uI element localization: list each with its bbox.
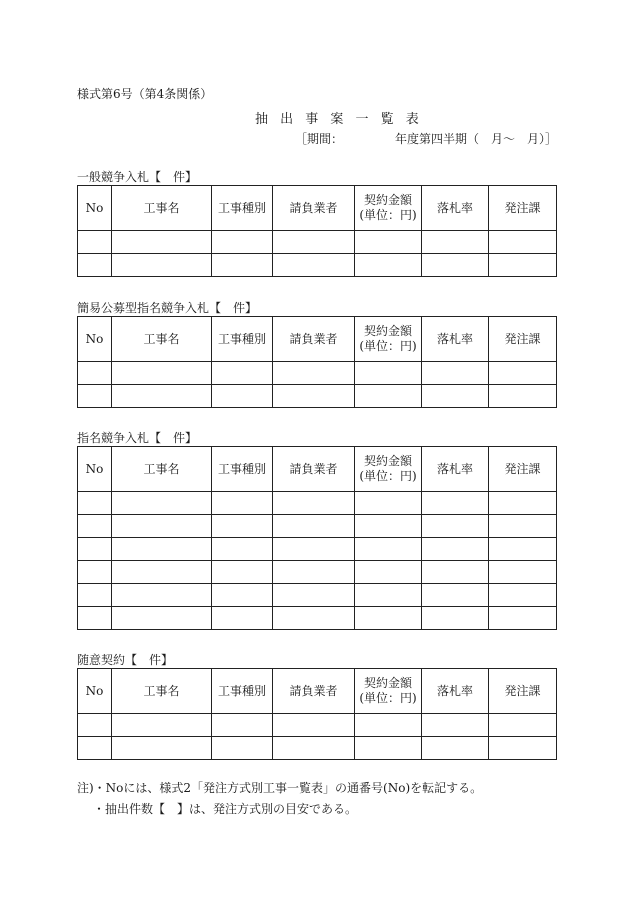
table-row xyxy=(78,538,557,561)
table-row xyxy=(78,561,557,584)
col-header-ordering-dept: 発注課 xyxy=(489,669,557,714)
table-row xyxy=(78,737,557,760)
col-header-project-name: 工事名 xyxy=(112,186,212,231)
table-row xyxy=(78,231,557,254)
contract-amount-unit: (単位：円) xyxy=(359,469,417,483)
col-header-ordering-dept: 発注課 xyxy=(489,186,557,231)
contract-amount-unit: (単位：円) xyxy=(359,339,417,353)
col-header-project-type: 工事種別 xyxy=(212,186,273,231)
table-row xyxy=(78,714,557,737)
period-suffix: 年度第四半期（ 月～ 月）］ xyxy=(395,132,558,146)
col-header-project-name: 工事名 xyxy=(112,317,212,362)
col-header-ordering-dept: 発注課 xyxy=(489,447,557,492)
col-header-project-name: 工事名 xyxy=(112,669,212,714)
col-header-bid-rate: 落札率 xyxy=(422,317,489,362)
col-header-contract-amount xyxy=(355,447,422,492)
contract-amount-label: 契約金額 xyxy=(363,454,412,468)
contract-amount-label: 契約金額 xyxy=(363,676,412,690)
col-header-contractor: 請負業者 xyxy=(273,186,355,231)
section-label-designated-competitive: 指名競争入札【 件】 xyxy=(77,431,198,445)
col-header-contract-amount xyxy=(355,317,422,362)
table-general-competitive xyxy=(77,185,557,277)
period-line xyxy=(295,130,557,147)
col-header-no: No xyxy=(78,447,112,492)
contract-amount-unit: (単位：円) xyxy=(359,691,417,705)
table-designated-competitive xyxy=(77,446,557,630)
col-header-contractor: 請負業者 xyxy=(273,317,355,362)
table-row xyxy=(78,362,557,385)
footnote-line-1: 注)・Noには、様式2「発注方式別工事一覧表」の通番号(No)を転記する。 xyxy=(77,781,483,795)
table-row xyxy=(78,254,557,277)
col-header-no: No xyxy=(78,317,112,362)
col-header-bid-rate: 落札率 xyxy=(422,447,489,492)
table-simple-public-designated xyxy=(77,316,557,408)
col-header-ordering-dept: 発注課 xyxy=(489,317,557,362)
table-row xyxy=(78,515,557,538)
col-header-no: No xyxy=(78,669,112,714)
period-prefix: ［期間： xyxy=(295,132,344,146)
col-header-contractor: 請負業者 xyxy=(273,447,355,492)
table-row xyxy=(78,584,557,607)
section-label-negotiated-contract: 随意契約【 件】 xyxy=(77,653,174,667)
footnote-line-2: ・抽出件数【 】は、発注方式別の目安である。 xyxy=(93,802,358,816)
col-header-bid-rate: 落札率 xyxy=(422,669,489,714)
col-header-project-name: 工事名 xyxy=(112,447,212,492)
table-header-row xyxy=(78,186,557,231)
document-title: 抽 出 事 案 一 覧 表 xyxy=(255,112,421,127)
col-header-no: No xyxy=(78,186,112,231)
col-header-project-type: 工事種別 xyxy=(212,447,273,492)
col-header-contract-amount xyxy=(355,186,422,231)
col-header-bid-rate: 落札率 xyxy=(422,186,489,231)
contract-amount-label: 契約金額 xyxy=(363,324,412,338)
table-header-row xyxy=(78,669,557,714)
table-row xyxy=(78,492,557,515)
form-number-label: 様式第6号（第4条関係） xyxy=(77,87,213,101)
section-label-simple-public-designated: 簡易公募型指名競争入札【 件】 xyxy=(77,301,258,315)
table-header-row xyxy=(78,447,557,492)
col-header-project-type: 工事種別 xyxy=(212,317,273,362)
col-header-project-type: 工事種別 xyxy=(212,669,273,714)
col-header-contractor: 請負業者 xyxy=(273,669,355,714)
table-row xyxy=(78,607,557,630)
section-label-general-competitive: 一般競争入札【 件】 xyxy=(77,170,198,184)
col-header-contract-amount xyxy=(355,669,422,714)
contract-amount-unit: (単位：円) xyxy=(359,208,417,222)
table-negotiated-contract xyxy=(77,668,557,760)
table-row xyxy=(78,385,557,408)
table-header-row xyxy=(78,317,557,362)
contract-amount-label: 契約金額 xyxy=(363,193,412,207)
